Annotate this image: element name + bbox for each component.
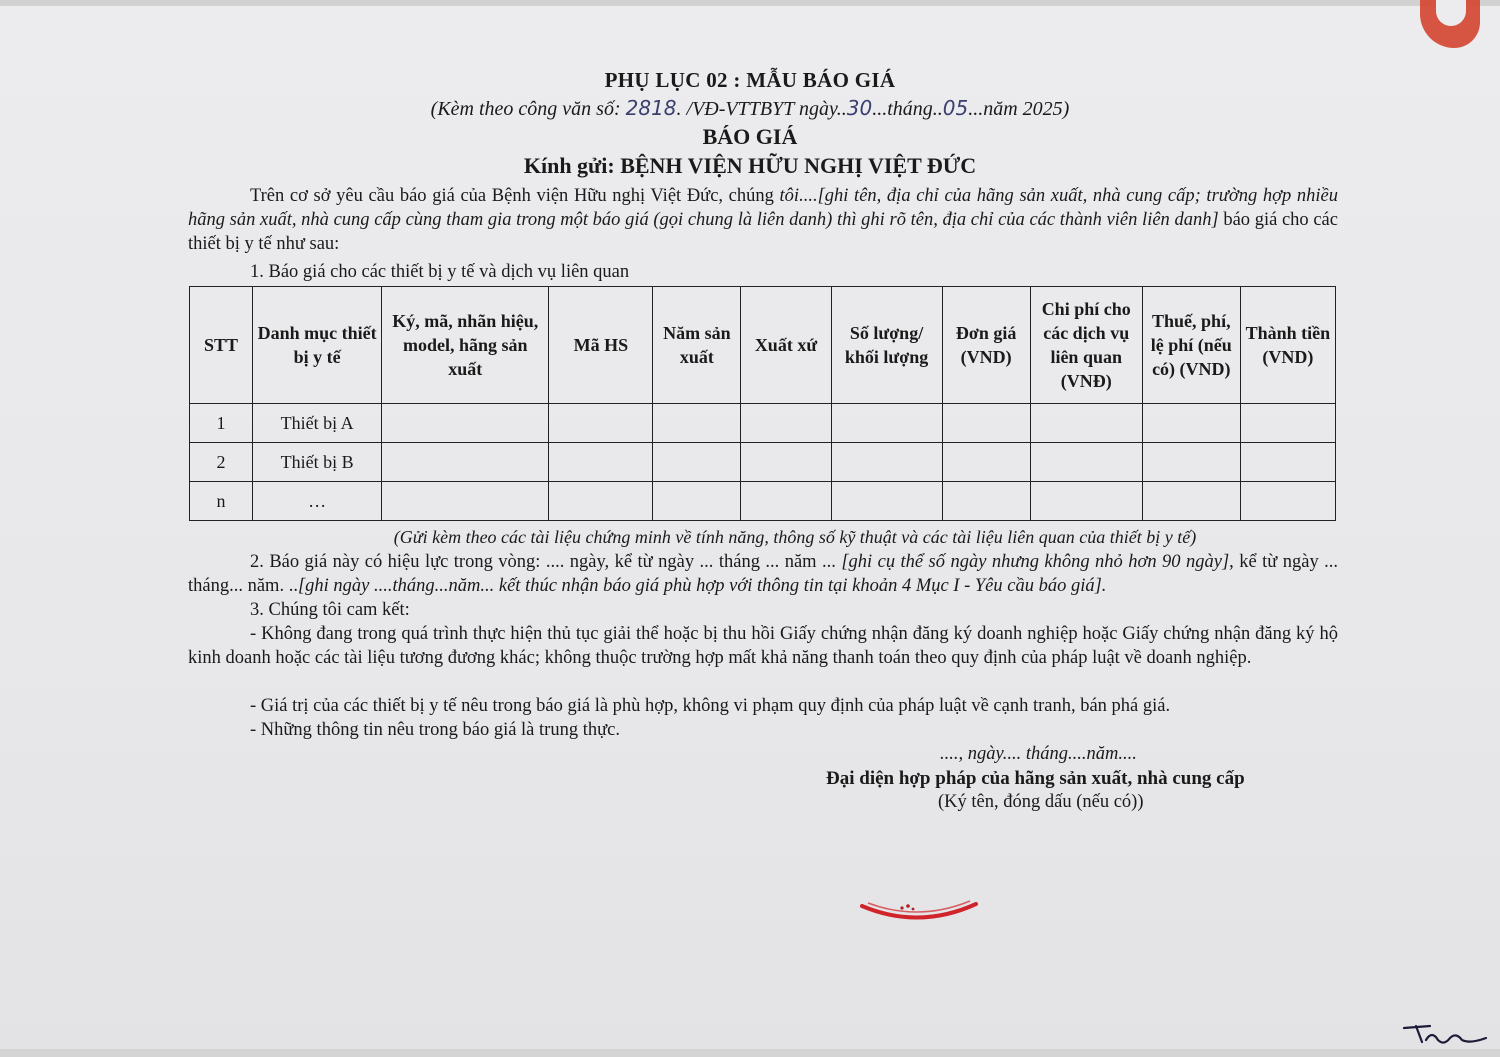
attach-suffix: ...năm 2025) [968,98,1070,120]
signature-note: (Ký tên, đóng dấu (nếu có)) [938,792,1144,812]
attachment-reference [0,96,1500,121]
table-row [190,482,1336,521]
header-total: Thành tiền (VND) [1240,287,1335,404]
header-model-brand: Ký, mã, nhãn hiệu, model, hãng sản xuất [382,287,549,404]
appendix-title: PHỤ LỤC 02 : MẪU BÁO GIÁ [604,68,896,92]
commitment-item: - Những thông tin nêu trong báo giá là trung thực. [250,720,620,740]
table-row [190,404,1336,443]
cell-service-cost [1030,482,1142,521]
section-1-heading: 1. Báo giá cho các thiết bị y tế và dịch vụ liên quan [250,262,630,282]
table-header-row [190,287,1336,404]
document-title: BÁO GIÁ [702,124,798,149]
attach-mid-1: . /VĐ-VTTBYT ngày.. [676,98,847,120]
signature-date-line: ...., ngày.... tháng....năm.... [940,744,1137,764]
cell-origin [741,482,831,521]
section-3-heading: 3. Chúng tôi cam kết: [250,600,410,620]
section-2-instruction-2: [ghi ngày ....tháng...năm... kết thúc nhận báo giá phù hợp với thông tin tại khoản 4 Mục I - Yêu cầu báo giá]. [297,576,1107,596]
section-2-instruction-1: [ghi cụ thể số ngày nhưng không nhỏ hơn 90 ngày] [841,552,1230,572]
header-service-cost: Chi phí cho các dịch vụ liên quan (VNĐ) [1030,287,1142,404]
handwritten-day: 30 [846,96,873,120]
cell-hs [549,443,653,482]
section-2-mid: , kể từ ngày ... tháng... năm. .. [188,552,1339,596]
cell-total [1240,404,1335,443]
header-quantity: Số lượng/ khối lượng [831,287,942,404]
scan-edge-bottom [0,1049,1500,1057]
cell-hs [549,482,653,521]
cell-stt: 2 [190,443,253,482]
header-hs-code: Mã HS [549,287,653,404]
section-2-paragraph [188,550,1338,598]
scan-edge-top [0,0,1500,6]
section-2-lead: 2. Báo giá này có hiệu lực trong vòng: .... ngày, kể từ ngày ... tháng ... năm ... [250,552,842,572]
cell-device: Thiết bị A [253,404,382,443]
table-row [190,443,1336,482]
cell-unit-price [942,404,1030,443]
header-device-list: Danh mục thiết bị y tế [253,287,382,404]
cell-quantity [831,443,942,482]
cell-quantity [831,404,942,443]
intro-tail: báo giá cho các thiết bị y tế như sau: [188,210,1338,254]
table-note: (Gửi kèm theo các tài liệu chứng minh về tính năng, thông số kỹ thuật và các tài liệu liên quan của thiết bị y tế) [393,527,1197,547]
cell-model [382,482,549,521]
attach-mid-2: ...tháng.. [872,98,943,120]
cell-total [1240,482,1335,521]
cell-year [653,482,741,521]
intro-lead: Trên cơ sở yêu cầu báo giá của Bệnh viện Hữu nghị Việt Đức, chúng [250,186,780,206]
cell-service-cost [1030,404,1142,443]
cell-stt: n [190,482,253,521]
cell-device: … [253,482,382,521]
header-tax-fees: Thuế, phí, lệ phí (nếu có) (VND) [1142,287,1240,404]
quote-table [189,286,1336,521]
cell-model [382,443,549,482]
cell-total [1240,443,1335,482]
cell-unit-price [942,482,1030,521]
intro-paragraph [188,184,1338,256]
cell-device: Thiết bị B [253,443,382,482]
cell-quantity [831,482,942,521]
header-unit-price: Đơn giá (VND) [942,287,1030,404]
commitment-item: - Giá trị của các thiết bị y tế nêu trong báo giá là phù hợp, không vi phạm quy định của pháp luật về cạnh tranh, bán phá giá. [250,696,1171,716]
recipient-line: Kính gửi: BỆNH VIỆN HỮU NGHỊ VIỆT ĐỨC [523,153,977,178]
signature-title: Đại diện hợp pháp của hãng sản xuất, nhà cung cấp [826,768,1245,789]
red-stamp-fragment [858,896,980,928]
handwritten-month: 05 [942,96,969,120]
signature-scribble [1400,1020,1490,1048]
cell-hs [549,404,653,443]
header-year: Năm sản xuất [653,287,741,404]
cell-origin [741,443,831,482]
cell-tax [1142,443,1240,482]
cell-service-cost [1030,443,1142,482]
header-origin: Xuất xứ [741,287,831,404]
cell-stt: 1 [190,404,253,443]
cell-unit-price [942,443,1030,482]
cell-year [653,443,741,482]
cell-year [653,404,741,443]
cell-tax [1142,482,1240,521]
cell-tax [1142,404,1240,443]
attach-prefix: (Kèm theo công văn số: [430,98,626,120]
header-stt: STT [190,287,253,404]
cell-model [382,404,549,443]
handwritten-doc-number: 2818 [625,96,677,120]
intro-instruction: tôi....[ghi tên, địa chỉ của hãng sản xuất, nhà cung cấp; trường hợp nhiều hãng sản xuất, nhà cung cấp cùng tham gia trong một báo giá (gọi chung là liên danh) thì ghi rõ tên, địa chỉ của các thành viên liên danh] [188,186,1338,230]
cell-origin [741,404,831,443]
commitment-item: - Không đang trong quá trình thực hiện thủ tục giải thể hoặc bị thu hồi Giấy chứng nhận đăng ký doanh nghiệp hoặc Giấy chứng nhận đăng ký hộ kinh doanh hoặc các tài liệu tương đương khác; không thuộc trường hợp mất khả năng thanh toán theo quy định của pháp luật về doanh nghiệp. [188,624,1338,668]
